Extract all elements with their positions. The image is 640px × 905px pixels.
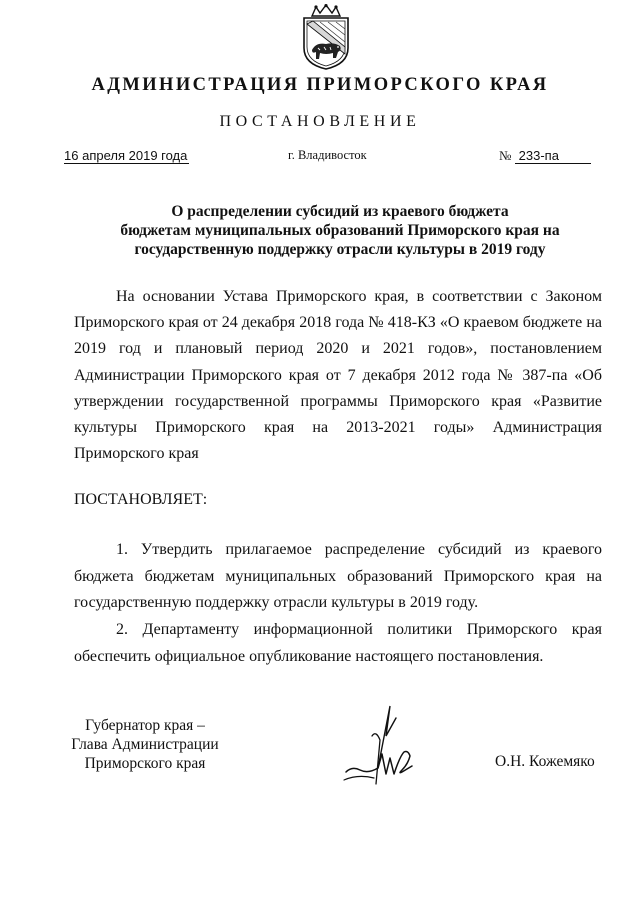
date-day: 16: [64, 148, 79, 163]
title-line-3: государственную поддержку отрасли культуры в 2019 году: [134, 241, 546, 258]
date-rest: апреля 2019 года: [82, 148, 188, 163]
city: г. Владивосток: [288, 148, 367, 162]
organization-name: АДМИНИСТРАЦИЯ ПРИМОРСКОГО КРАЯ: [91, 75, 549, 95]
number-label: №: [499, 148, 512, 163]
handwritten-signature-icon: [338, 700, 416, 790]
document-type: ПОСТАНОВЛЕНИЕ: [219, 113, 421, 130]
title-line-2: бюджетам муниципальных образований Приморского края на: [120, 222, 560, 239]
position-line-2: Глава Администрации: [71, 736, 219, 753]
resolves-heading: ПОСТАНОВЛЯЕТ:: [74, 491, 208, 508]
document-number: [499, 148, 591, 164]
position-line-3: Приморского края: [84, 755, 206, 772]
item-2-paragraph: 2. Департаменту информационной политики Приморского края обеспечить официальное опубликование настоящего постановления.: [74, 621, 602, 665]
item-1-paragraph: 1. Утвердить прилагаемое распределение субсидий из краевого бюджета бюджетам муниципальных образований Приморского края на государственную поддержку отрасли культуры в 2019 году.: [74, 541, 602, 611]
document-date: [64, 148, 189, 163]
signatory-name: О.Н. Кожемяко: [495, 753, 595, 770]
signatory-position: [60, 716, 230, 773]
document-title: [60, 202, 620, 259]
preamble-paragraph: На основании Устава Приморского края, в соответствии с Законом Приморского края от 24 декабря 2018 года № 418-КЗ «О краевом бюджете на 2019 год и плановый период 2020 и 2021 годов», постановлением Администрации Приморского края от 7 декабря 2012 года № 387-па «Об утверждении государственной программы Приморского края «Развитие культуры Приморского края на 2013-2021 годы» Администрация Приморского края: [74, 288, 602, 463]
position-line-1: Губернатор края –: [85, 717, 205, 734]
title-line-1: О распределении субсидий из краевого бюджета: [171, 203, 509, 220]
coat-of-arms-icon: [298, 4, 354, 70]
number-value: 233-па: [515, 148, 591, 164]
